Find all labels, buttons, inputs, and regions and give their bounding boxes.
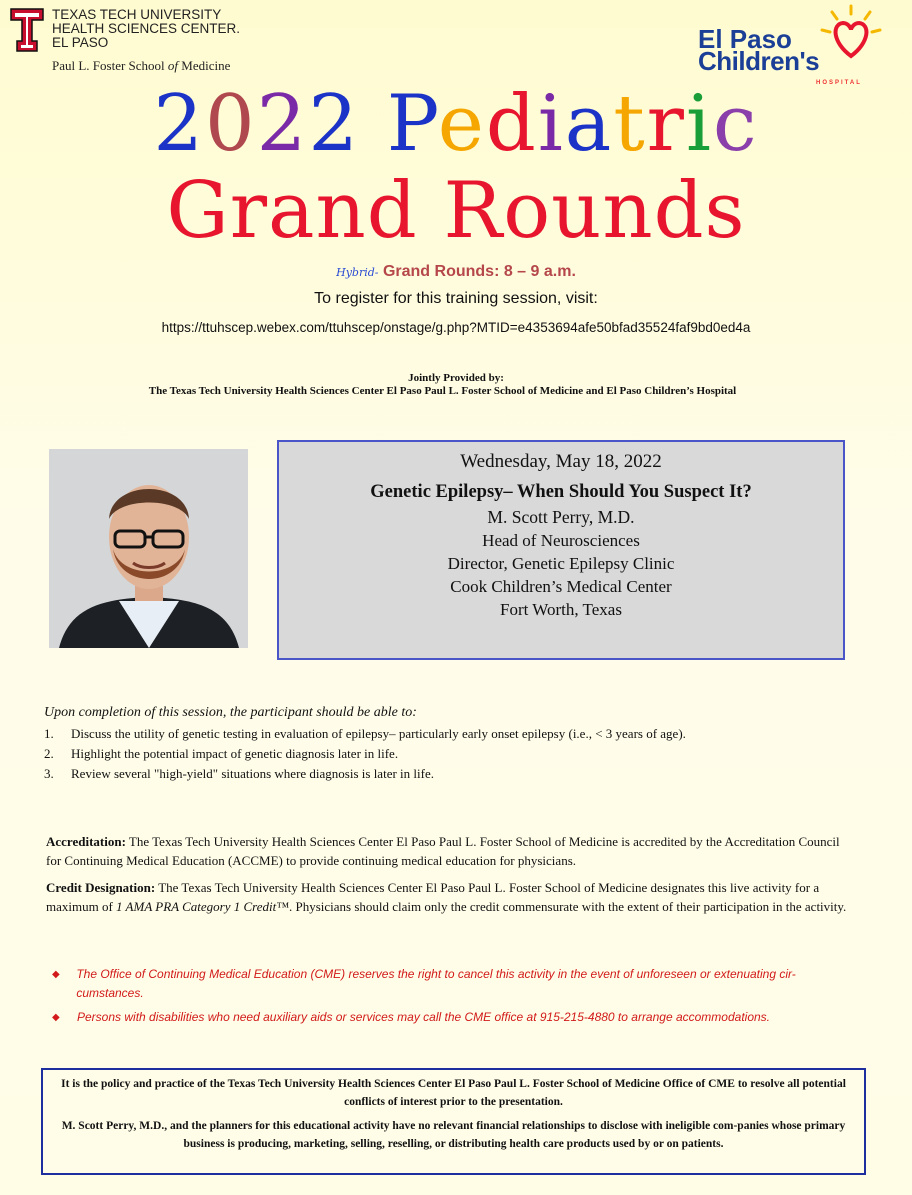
hybrid-label: Hybrid-: [336, 266, 379, 279]
title-letter: r: [646, 79, 686, 169]
title-letter: d: [485, 79, 538, 169]
title-letter: 0: [205, 79, 257, 169]
title-letter: 2: [308, 79, 360, 169]
registration-link[interactable]: https://ttuhscep.webex.com/ttuhscep/onstage/g.php?MTID=e4353694afe50bfad35524faf9bd0ed4a: [161, 320, 751, 335]
ep-logo-line1: El Paso: [698, 24, 792, 54]
list-item: [52, 965, 842, 1003]
title-year-pediatric: [0, 76, 912, 172]
objective-text: Discuss the utility of genetic testing in evaluation of epilepsy– particularly early onset epilepsy (i.e., < 3 years of age).: [71, 726, 686, 741]
ttu-line: EL PASO: [52, 35, 109, 50]
objective-number: 2.: [44, 746, 54, 761]
session-topic: Genetic Epilepsy– When Should You Suspect It?: [370, 482, 752, 502]
title-letter: 2: [153, 79, 206, 169]
speaker-role-2: Director, Genetic Epilepsy Clinic: [447, 554, 675, 573]
ttu-double-t-logo: [10, 8, 44, 52]
disclosure-policy-box: [41, 1068, 866, 1175]
list-item: [44, 724, 686, 744]
ttu-school-name: [52, 58, 230, 74]
session-time: Grand Rounds: 8 – 9 a.m.: [382, 263, 576, 280]
register-instructions: To register for this training session, visit:: [314, 290, 598, 307]
policy-paragraph: It is the policy and practice of the Texas Tech University Health Sciences Center El Paso Paul L. Foster School of Medicine Office of CME to resolve all potential conflicts of interest prior to the presentation.: [61, 1078, 846, 1108]
accreditation-paragraph: [46, 832, 856, 870]
list-item: [52, 1008, 842, 1027]
list-item: [44, 744, 686, 764]
speaker-role-1: Head of Neurosciences: [482, 531, 640, 550]
ttu-line: TEXAS TECH UNIVERSITY: [52, 7, 222, 22]
session-info-box: [277, 440, 845, 660]
title-letter: c: [712, 79, 759, 169]
notice-text: The Office of Continuing Medical Education (CME) reserves the right to cancel this activity in the event of unforeseen or extenuating cir-cumstances.: [76, 967, 796, 1000]
list-item: [44, 764, 686, 784]
school-suffix: Medicine: [178, 58, 231, 73]
objectives-list: [44, 724, 686, 784]
speaker-organization: Cook Children’s Medical Center: [450, 577, 672, 596]
credit-label: Credit Designation:: [46, 880, 156, 895]
school-of: of: [167, 58, 179, 73]
title-letter: i: [685, 79, 713, 169]
title-letter: P: [386, 79, 438, 169]
ttu-line: HEALTH SCIENCES CENTER.: [52, 21, 241, 36]
session-date: Wednesday, May 18, 2022: [460, 451, 662, 472]
objective-number: 1.: [44, 726, 54, 741]
title-letter: e: [437, 79, 486, 169]
accreditation-section: [46, 832, 856, 924]
title-letter: 2: [256, 79, 309, 169]
disclosure-paragraph: M. Scott Perry, M.D., and the planners for this educational activity have no relevant financial relationships to disclose with ineligible com-panies whose primary business is producing, marketing, selling, reselling, or distributing health care products used by or on patients.: [61, 1120, 846, 1150]
objective-text: Review several "high-yield" situations where diagnosis is later in life.: [71, 766, 434, 781]
ttu-institution-name: [52, 8, 240, 50]
credit-text-1: The Texas Tech University Health Sciences Center El Paso Paul L. Foster School of Medicine designates this live activity for a maximum of: [46, 880, 820, 914]
providers-text: The Texas Tech University Health Sciences Center El Paso Paul L. Foster School of Medicine and El Paso Children’s Hospital: [148, 385, 737, 397]
accreditation-text: The Texas Tech University Health Sciences Center El Paso Paul L. Foster School of Medicine is accredited by the Accreditation Council for Continuing Medical Education (ACCME) to provide continuing medical education for physicians.: [46, 834, 840, 868]
title-grand-rounds: Grand Rounds: [166, 166, 746, 256]
objective-number: 3.: [44, 766, 54, 781]
title-letter: [360, 79, 387, 169]
ep-logo-line2: Children's: [698, 46, 820, 76]
session-time-line: [0, 263, 912, 281]
credit-text-2: . Physicians should claim only the credit commensurate with the extent of their participation in the activity.: [289, 899, 847, 914]
speaker-portrait-icon: [49, 449, 248, 648]
accreditation-label: Accreditation:: [46, 834, 126, 849]
objectives-intro: Upon completion of this session, the participant should be able to:: [44, 705, 417, 720]
speaker-photo: [49, 449, 248, 648]
credit-italic: 1 AMA PRA Category 1 Credit™: [116, 899, 289, 914]
notices-list: [52, 965, 842, 1032]
diamond-bullet-icon: ◆: [52, 1012, 60, 1023]
school-prefix: Paul L. Foster School: [52, 58, 168, 73]
notice-text: Persons with disabilities who need auxiliary aids or services may call the CME office at 915-215-4880 to arrange accommodations.: [77, 1010, 771, 1024]
credit-designation-paragraph: [46, 878, 856, 916]
title-letter: t: [613, 79, 647, 169]
jointly-provided-heading: Jointly Provided by:: [408, 372, 504, 384]
speaker-name: M. Scott Perry, M.D.: [487, 507, 635, 527]
objective-text: Highlight the potential impact of genetic diagnosis later in life.: [71, 746, 399, 761]
title-letter: i: [537, 79, 565, 169]
ep-logo-hospital: HOSPITAL: [816, 80, 862, 86]
speaker-location: Fort Worth, Texas: [500, 600, 622, 619]
title-letter: a: [564, 79, 614, 169]
diamond-bullet-icon: ◆: [52, 969, 60, 980]
